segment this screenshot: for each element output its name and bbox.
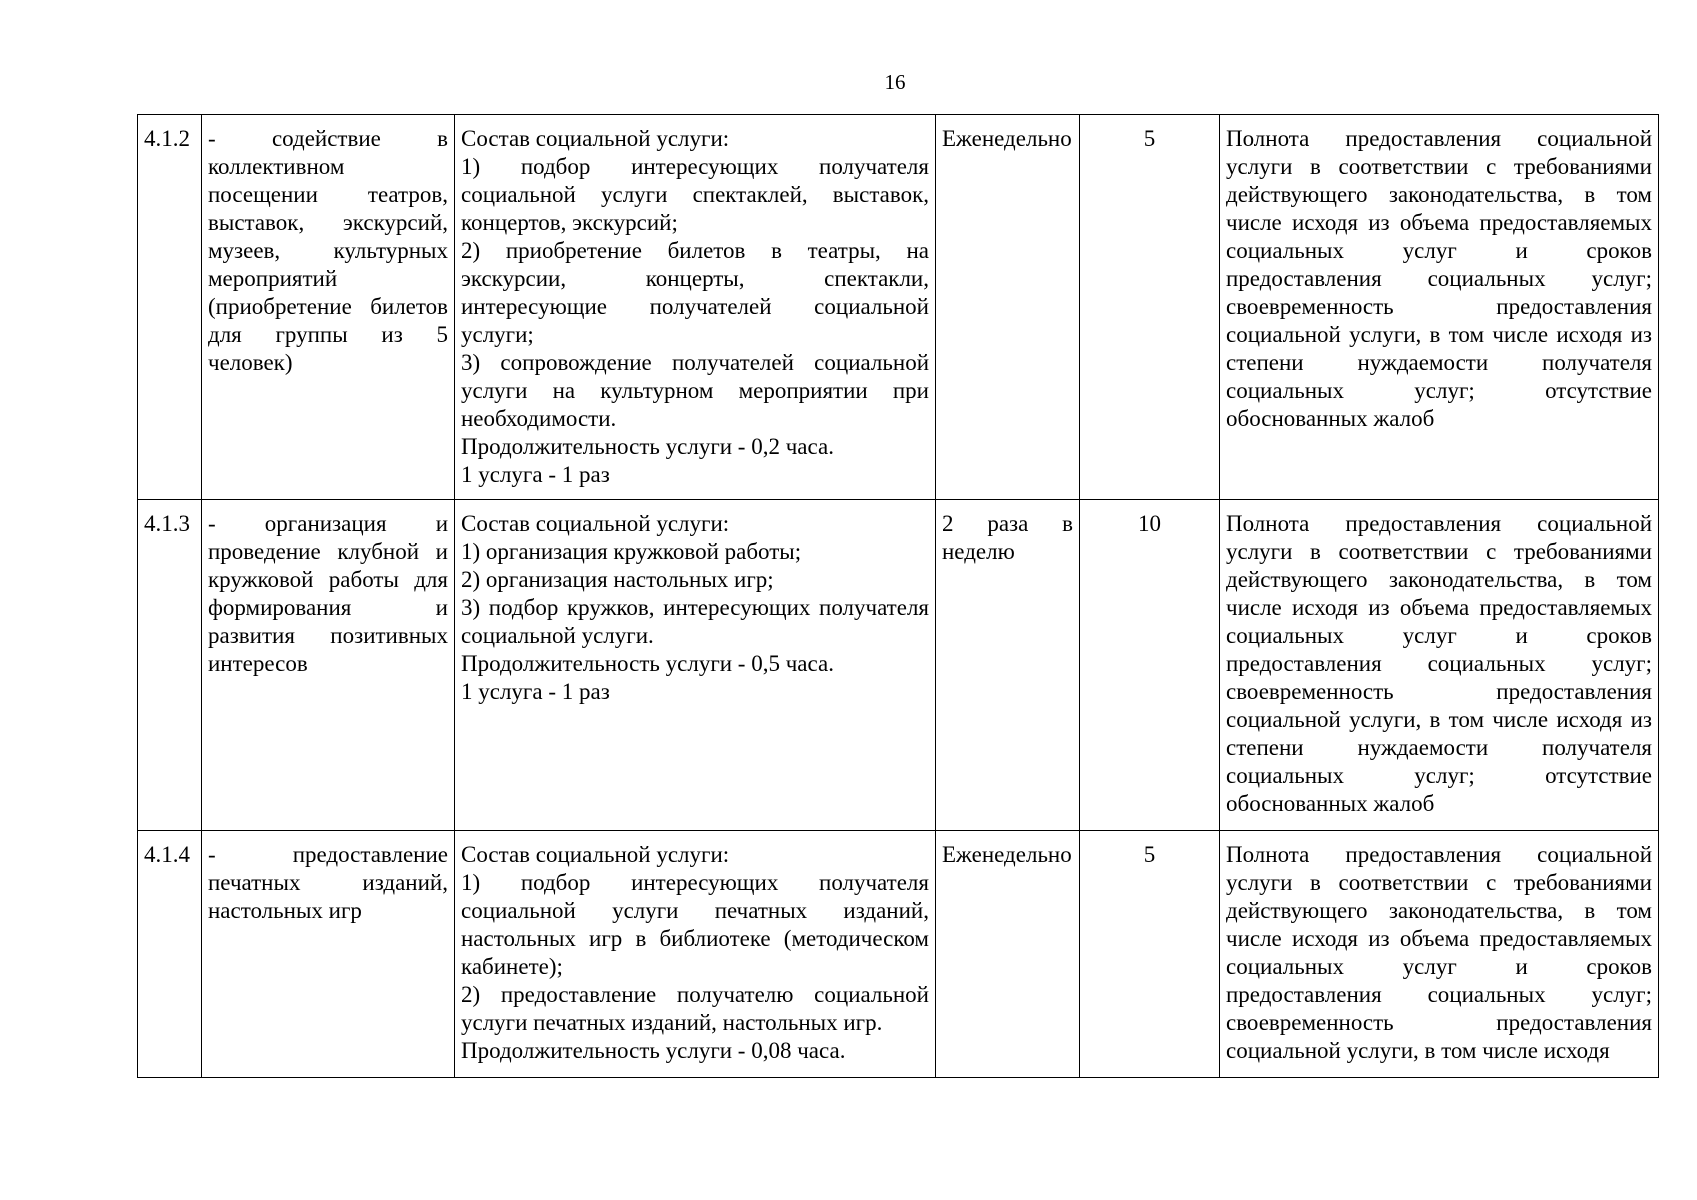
description-line: 2) организация настольных игр; [461, 567, 774, 592]
description-line: Продолжительность услуги - 0,5 часа. [461, 651, 834, 676]
description-line: Состав социальной услуги: [461, 511, 730, 536]
services-table [137, 114, 1659, 1078]
service-number: 4.1.2 [138, 115, 202, 500]
description-line: 2) приобретение билетов в театры, на экскурсии, концерты, спектакли, интересующие получателей социальной услуги; [461, 238, 929, 347]
service-frequency: Еженедельно [936, 831, 1080, 1078]
description-line: 2) предоставление получателю социальной услуги печатных изданий, настольных игр. [461, 982, 929, 1035]
description-line: Состав социальной услуги: [461, 126, 730, 151]
quality-criteria: Полнота предоставления социальной услуги в соответствии с требованиями действующего законодательства, в том числе исходя из объема предоставляемых социальных услуг и сроков предоставления социальных услуг; своевременность предоставления социальной услуги, в том числе исходя из степени нуждаемости получателя социальных услуг; отсутствие обоснованных жалоб [1220, 115, 1659, 500]
description-line: 1) организация кружковой работы; [461, 539, 802, 564]
service-name: - содействие в коллективном посещении театров, выставок, экскурсий, музеев, культурных мероприятий (приобретение билетов для группы из 5 человек) [202, 115, 455, 500]
description-line: 3) подбор кружков, интересующих получателя социальной услуги. [461, 595, 929, 648]
service-count: 5 [1080, 115, 1220, 500]
service-number: 4.1.3 [138, 500, 202, 831]
description-line: 1) подбор интересующих получателя социальной услуги спектаклей, выставок, концертов, экскурсий; [461, 154, 929, 235]
service-description [455, 500, 936, 831]
description-line: 1 услуга - 1 раз [461, 679, 610, 704]
service-count: 5 [1080, 831, 1220, 1078]
table-row [138, 115, 1659, 500]
service-frequency: 2 раза в неделю [936, 500, 1080, 831]
service-description [455, 115, 936, 500]
description-line: 3) сопровождение получателей социальной услуги на культурном мероприятии при необходимости. [461, 350, 929, 431]
description-line: Состав социальной услуги: [461, 842, 730, 867]
description-line: Продолжительность услуги - 0,2 часа. [461, 434, 834, 459]
service-description [455, 831, 936, 1078]
description-line: Продолжительность услуги - 0,08 часа. [461, 1038, 846, 1063]
table-row [138, 500, 1659, 831]
service-frequency: Еженедельно [936, 115, 1080, 500]
quality-criteria: Полнота предоставления социальной услуги в соответствии с требованиями действующего законодательства, в том числе исходя из объема предоставляемых социальных услуг и сроков предоставления социальных услуг; своевременность предоставления социальной услуги, в том числе исходя из степени нуждаемости получателя социальных услуг; отсутствие обоснованных жалоб [1220, 500, 1659, 831]
service-name: - организация и проведение клубной и кружковой работы для формирования и развития позитивных интересов [202, 500, 455, 831]
service-name: - предоставление печатных изданий, настольных игр [202, 831, 455, 1078]
table-row [138, 831, 1659, 1078]
description-line: 1) подбор интересующих получателя социальной услуги печатных изданий, настольных игр в библиотеке (методическом кабинете); [461, 870, 929, 979]
service-count: 10 [1080, 500, 1220, 831]
description-line: 1 услуга - 1 раз [461, 462, 610, 487]
service-number: 4.1.4 [138, 831, 202, 1078]
quality-criteria: Полнота предоставления социальной услуги в соответствии с требованиями действующего законодательства, в том числе исходя из объема предоставляемых социальных услуг и сроков предоставления социальных услуг; своевременность предоставления социальной услуги, в том числе исходя [1220, 831, 1659, 1078]
page-number: 16 [884, 70, 906, 94]
